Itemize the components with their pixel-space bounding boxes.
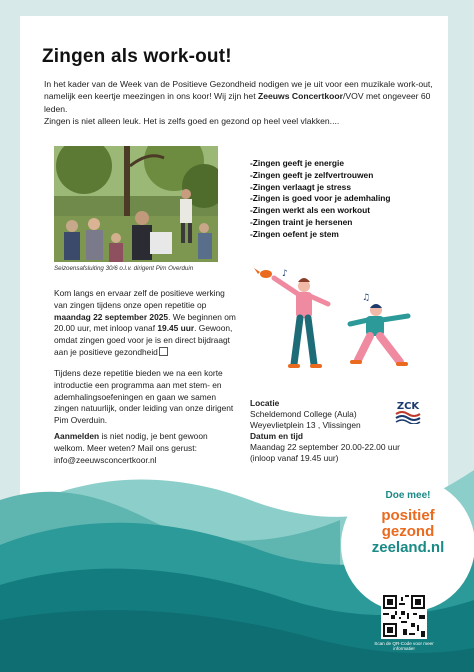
badge-cta: Doe mee! xyxy=(385,490,431,501)
badge-line2: gezond xyxy=(381,523,435,540)
para1-b: . We beginnen om 20.00 uur, met inloop vanaf xyxy=(54,311,236,334)
location-heading: Locatie xyxy=(250,398,280,408)
datetime: Maandag 22 september 20.00-22.00 uur xyxy=(250,442,400,452)
photo-caption: Seizoensafsluiting 30/6 o.l.v. dirigent Pim Overduin xyxy=(54,265,194,272)
svg-text:♪: ♪ xyxy=(282,269,288,279)
venue: Scheldemond College (Aula) xyxy=(250,409,357,419)
badge-line3: zeeland.nl xyxy=(371,539,445,556)
signup-heading: Aanmelden xyxy=(54,431,100,441)
benefit-item: -Zingen geeft je energie xyxy=(250,158,345,168)
page-title: Zingen als work-out! xyxy=(42,46,232,67)
benefit-item: -Zingen traint je hersenen xyxy=(250,216,353,227)
address: Weyevlietplein 13 , Vlissingen xyxy=(250,420,361,430)
qr-code[interactable] xyxy=(381,593,427,639)
benefit-item: -Zingen werkt als een workout xyxy=(250,205,371,216)
intro-part2: /VOV met ongeveer 60 leden. xyxy=(44,91,431,114)
intro-part1: In het kader van de Week van de Positieve Gezondheid nodigen we je uit voor een muzikale work-out, namelijk een keertje meezingen in ons koor! Wij zijn het xyxy=(44,79,433,102)
qr-caption: Scan de QR-Code voor meer informatie! xyxy=(374,641,434,652)
positief-gezond-badge xyxy=(341,478,474,612)
para1-c: . Gewoon, omdat zingen goed voor je is en direct bijdraagt aan je positieve gezondheid xyxy=(54,323,233,357)
benefit-item: -Zingen oefent je stem xyxy=(250,228,339,239)
intro-line2: Zingen is niet alleen leuk. Het is zelfs goed en gezond op heel veel vlakken.... xyxy=(44,115,340,126)
signup-text: is niet nodig, je bent gewoon welkom. Meer weten? Mail ons gerust: info@zeeuwsconcertkoor.nl xyxy=(54,431,208,465)
svg-text:♫: ♫ xyxy=(362,293,371,303)
benefit-item: -Zingen verlaagt je stress xyxy=(250,181,352,192)
program-paragraph: Tijdens deze repetitie bieden we na een korte introductie een programma aan met stem- en ademhalingsoefeningen en gaan we samen zingen natuurlijk, onder leiding van onze dirigent Pim Overduin. xyxy=(54,368,234,426)
walkin-note: (inloop vanaf 19.45 uur) xyxy=(250,453,339,463)
para1-a: Kom langs en ervaar zelf de positieve werking van zingen tijdens onze open repetitie op xyxy=(54,288,225,310)
datetime-heading: Datum en tijd xyxy=(250,431,304,441)
rehearsal-date: maandag 22 september 2025 xyxy=(54,311,169,322)
choir-name: Zeeuws Concertkoor xyxy=(258,91,344,102)
badge-line1: positief xyxy=(381,507,435,524)
svg-text:ZCK: ZCK xyxy=(396,401,420,412)
benefit-item: -Zingen geeft je zelfvertrouwen xyxy=(250,169,374,180)
walkin-time: 19.45 uur xyxy=(157,323,195,334)
benefit-item: -Zingen is goed voor je ademhaling xyxy=(250,193,391,204)
